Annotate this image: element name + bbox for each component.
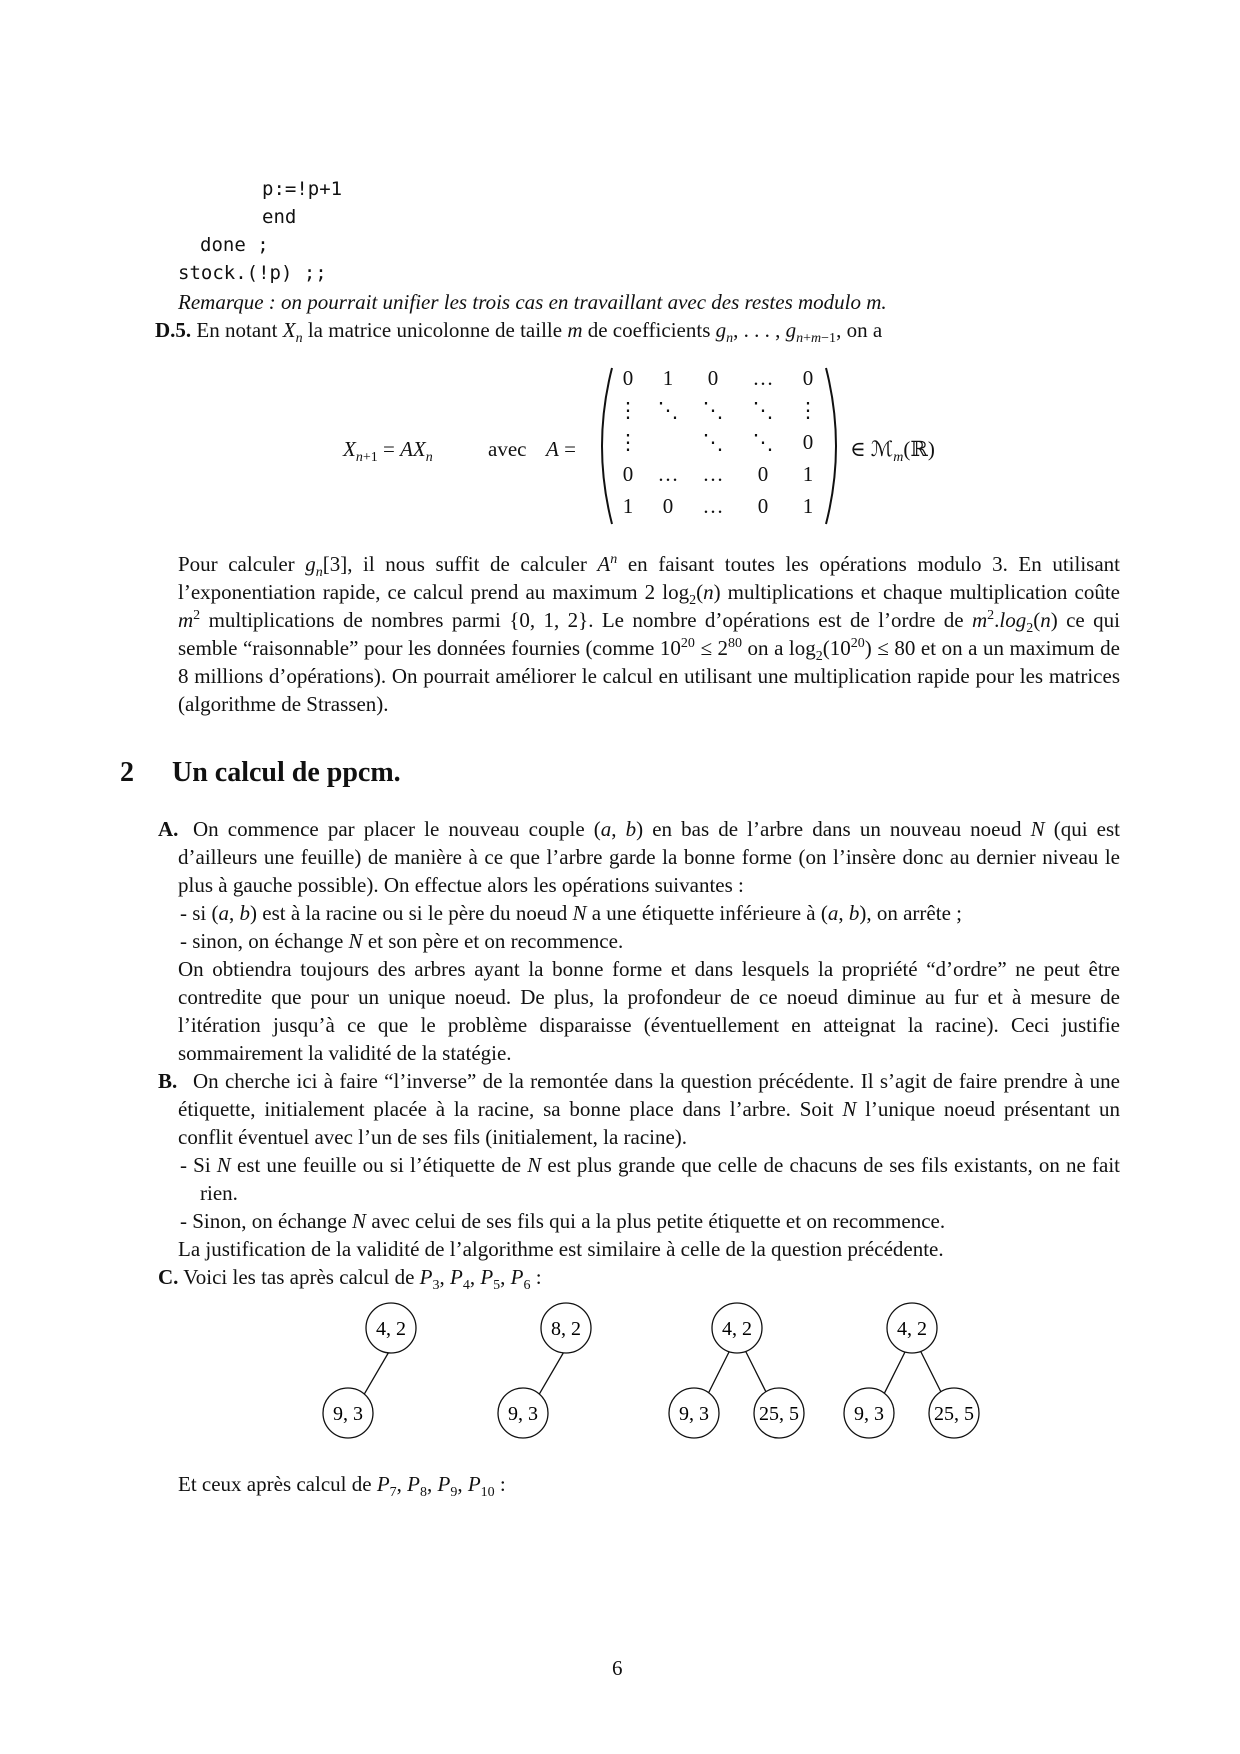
partA-conclusion: On obtiendra toujours des arbres ayant la bonne forme et dans lesquels la propriété “d’ordre” ne peut être contredite que pour un unique noeud. De plus, la profondeur de ce noeud diminue au fur et à mesure de l’itération jusqu’à ce que le problème disparaisse (éventuellement en atteignat la racine). Ceci justifie sommairement la validité de la statégie. [178,957,1120,1065]
matrix-cell-4-3: 0 [757,494,769,518]
equation-avec: avec [488,437,527,461]
matrix-cell-0-0: 0 [622,366,634,390]
code-line-2: end [262,206,297,228]
tree-p6-right-label: 25, 5 [934,1403,974,1425]
tree-p6-root-label: 4, 2 [897,1318,927,1340]
d5-label: D.5. [155,318,192,342]
remark: Remarque : on pourrait unifier les trois cas en travaillant avec des restes modulo m. [178,290,887,314]
matrix-cell-1-2: ⋱ [702,398,724,422]
matrix-cell-3-3: 0 [757,462,769,486]
matrix-cell-4-0: 1 [622,494,634,518]
matrix-cell-0-3: … [752,366,774,390]
code-line-1: p:=!p+1 [262,178,343,200]
tree-p4-left-label: 9, 3 [508,1403,538,1425]
partC-intro: C. Voici les tas après calcul de $P_3$, $P_4$, $P_5$, $P_6$ : [158,1265,542,1294]
code-line-3: done ; [200,234,269,256]
section-title: Un calcul de ppcm. [172,757,401,788]
equation-a-eq: A = [546,437,576,461]
code-line-4: stock.(!p) ;; [178,262,327,284]
tree-p3-left-label: 9, 3 [333,1403,363,1425]
matrix-cell-3-2: … [702,462,724,486]
matrix-cell-2-3: ⋱ [752,430,774,454]
tree-p6 [844,1303,979,1438]
partB-intro: On cherche ici à faire “l’inverse” de la remontée dans la question précédente. Il s’agit de faire prendre à une étiquette, initialement placée à la racine, sa bonne place dans l’arbre. Soit N l’unique noeud présentant un conflit éventuel avec l’un de ses fils (initialement, la racine). [178,1069,1120,1149]
heap-trees [300,1300,1000,1450]
matrix-cell-2-0: ⋮ [617,430,639,454]
matrix-cell-2-2: ⋱ [702,430,724,454]
tree-p3-root-label: 4, 2 [376,1318,406,1340]
partC-after: Et ceux après calcul de $P_7$, $P_8$, $P_9$, $P_{10}$ : [178,1472,506,1501]
matrix-cell-0-1: 1 [662,366,674,390]
partA-item-1: - si (a, b) est à la racine ou si le père du noeud N a une étiquette inférieure à (a, b), on arrête ; [180,901,962,925]
partB-item-2: - Sinon, on échange N avec celui de ses fils qui a la plus petite étiquette et on recommence. [180,1209,946,1233]
matrix-cell-3-0: 0 [622,462,634,486]
matrix-A [608,366,828,526]
matrix-cell-3-4: 1 [802,462,814,486]
partB-item-1: - Si N est une feuille ou si l’étiquette de N est plus grande que celle de chacuns de ses fils existants, on ne fait rien. [180,1153,1120,1205]
matrix-cell-4-1: 0 [662,494,674,518]
tree-p5-root-label: 4, 2 [722,1318,752,1340]
partA-intro: On commence par placer le nouveau couple (a, b) en bas de l’arbre dans un nouveau noeud N (qui est d’ailleurs une feuille) de manière à ce que l’arbre garde la bonne forme (on l’insère donc au dernier niveau le plus à gauche possible). On effectue alors les opérations suivantes : [178,817,1121,897]
tree-p6-left-label: 9, 3 [854,1403,884,1425]
tree-p4-root-label: 8, 2 [551,1318,581,1340]
d5-paragraph: Pour calculer $g_n[3]$, il nous suffit de calculer $A^n$ en faisant toutes les opérations modulo 3. En utilisant l’exponentiation rapide, ce calcul prend au maximum 2 $\log_2(n)$ multiplications et chaque multiplication coûte $m^2$ multiplications de nombres parmi {0, 1, 2}. Le nombre d’opérations est de l’ordre de $m^2.\log_2(n)$ ce qui semble “raisonnable” pour les données fournies (comme $10^{20} \le 2^{80}$ on a $\log_2(10^{20}) \le 80$ et on a un maximum de 8 millions d’opérations). On pourrait améliorer le calcul en utilisant une multiplication rapide pour les matrices (algorithme de Strassen). [178,552,1120,716]
matrix-cell-1-1: ⋱ [657,398,679,422]
matrix-cell-3-1: … [657,462,679,486]
section-number: 2 [120,757,134,788]
tree-p5-left-label: 9, 3 [679,1403,709,1425]
equation-in-set: ∈ ℳ$_m$(ℝ) [850,437,935,466]
matrix-cell-0-2: 0 [707,366,719,390]
tree-p5 [669,1303,804,1438]
matrix-cell-4-4: 1 [802,494,814,518]
matrix-cell-1-4: ⋮ [797,398,819,422]
tree-p5-right-label: 25, 5 [759,1403,799,1425]
equation-left: $X_{n+1} = AX_n$ [343,437,433,466]
partA-item-2: - sinon, on échange N et son père et on recommence. [180,929,624,953]
matrix-cell-1-0: ⋮ [617,398,639,422]
matrix-cell-0-4: 0 [802,366,814,390]
matrix-cell-4-2: … [702,494,724,518]
matrix-cell-2-4: 0 [802,430,814,454]
partA-label: A. [158,817,179,841]
page-number: 6 [612,1656,623,1680]
d5-intro: D.5. En notant $X_n$ la matrice unicolonne de taille m de coefficients $g_n$, . . . , $g_{n+m-1}$, on a [155,318,883,347]
tree-p4 [498,1303,591,1438]
matrix-cell-1-3: ⋱ [752,398,774,422]
tree-p3 [323,1303,416,1438]
partB-conclusion: La justification de la validité de l’algorithme est similaire à celle de la question précédente. [178,1237,944,1261]
partB-label: B. [158,1069,178,1093]
